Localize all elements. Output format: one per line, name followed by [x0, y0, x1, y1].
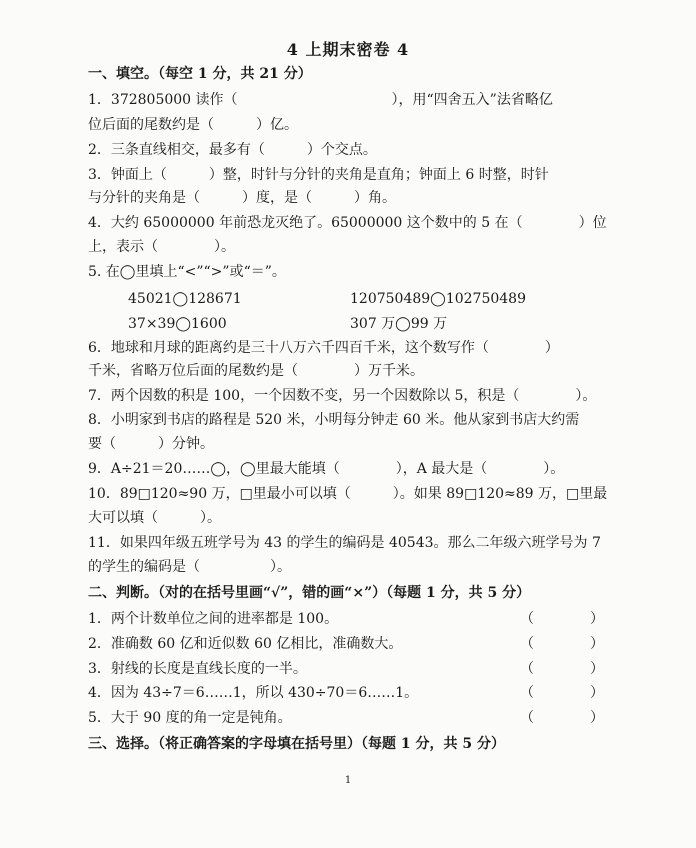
question-line: 2．三条直线相交，最多有（ ）个交点。 — [88, 142, 377, 158]
question-line: 的学生的编码是（ ）。 — [88, 559, 291, 575]
question-line: 5. 在◯里填上“<”“>”或“＝”。 — [88, 264, 286, 280]
page-title: 4 上期末密卷 4 — [286, 40, 410, 59]
question-line: 要（ ）分钟。 — [88, 436, 214, 452]
question-line: 9．A÷21＝20……◯，◯里最大能填（ ），A 最大是（ ）。 — [88, 461, 565, 477]
question-line: 4．大约 65000000 年前恐龙灭绝了。65000000 这个数中的 5 在（ ）位 — [88, 215, 607, 231]
judge-item: 4．因为 43÷7＝6……1，所以 430÷70＝6……1。 — [88, 685, 419, 701]
compare-item: 120750489◯102750489 — [350, 291, 526, 307]
answer-bracket: （ ） — [520, 685, 604, 701]
section-1-heading: 一、填空。（每空 1 分，共 21 分） — [88, 66, 312, 82]
question-line: 3．钟面上（ ）整，时针与分针的夹角是直角；钟面上 6 时整，时针 — [88, 167, 549, 183]
section-2-heading: 二、判断。（对的在括号里画“√”，错的画“×”）（每题 1 分，共 5 分） — [88, 585, 531, 601]
question-line: 10．89□120≈90 万，□里最小可以填（ ）。如果 89□120≈89 万，□里最 — [88, 486, 608, 502]
question-line: 7．两个因数的积是 100，一个因数不变，另一个因数除以 5，积是（ ）。 — [88, 388, 597, 404]
compare-item: 37×39◯1600 — [128, 316, 227, 332]
judge-item: 5．大于 90 度的角一定是钝角。 — [88, 710, 292, 726]
answer-bracket: （ ） — [520, 661, 604, 677]
question-line: 大可以填（ ）。 — [88, 510, 221, 526]
judge-item: 2．准确数 60 亿和近似数 60 亿相比，准确数大。 — [88, 636, 403, 652]
question-line: 11．如果四年级五班学号为 43 的学生的编码是 40543。那么二年级六班学号为 7 — [88, 535, 601, 551]
question-line: 1．372805000 读作（ ），用“四舍五入”法省略亿 — [88, 92, 553, 108]
judge-item: 3．射线的长度是直线长度的一半。 — [88, 661, 307, 677]
question-line: 6．地球和月球的距离约是三十八万六千四百千米，这个数写作（ ） — [88, 340, 559, 356]
section-3-heading: 三、选择。（将正确答案的字母填在括号里）（每题 1 分，共 5 分） — [88, 736, 505, 752]
answer-bracket: （ ） — [520, 710, 604, 726]
question-line: 千米，省略万位后面的尾数约是（ ）万千米。 — [88, 363, 424, 379]
compare-item: 45021◯128671 — [128, 291, 242, 307]
question-line: 8．小明家到书店的路程是 520 米，小明每分钟走 60 米。他从家到书店大约需 — [88, 412, 580, 428]
question-line: 上，表示（ ）。 — [88, 239, 235, 255]
question-line: 位后面的尾数约是（ ）亿。 — [88, 117, 298, 133]
compare-item: 307 万◯99 万 — [350, 316, 448, 332]
page-number: 1 — [344, 775, 352, 786]
question-line: 与分针的夹角是（ ）度，是（ ）角。 — [88, 190, 396, 206]
judge-item: 1．两个计数单位之间的进率都是 100。 — [88, 611, 339, 627]
answer-bracket: （ ） — [520, 636, 604, 652]
answer-bracket: （ ） — [520, 611, 604, 627]
